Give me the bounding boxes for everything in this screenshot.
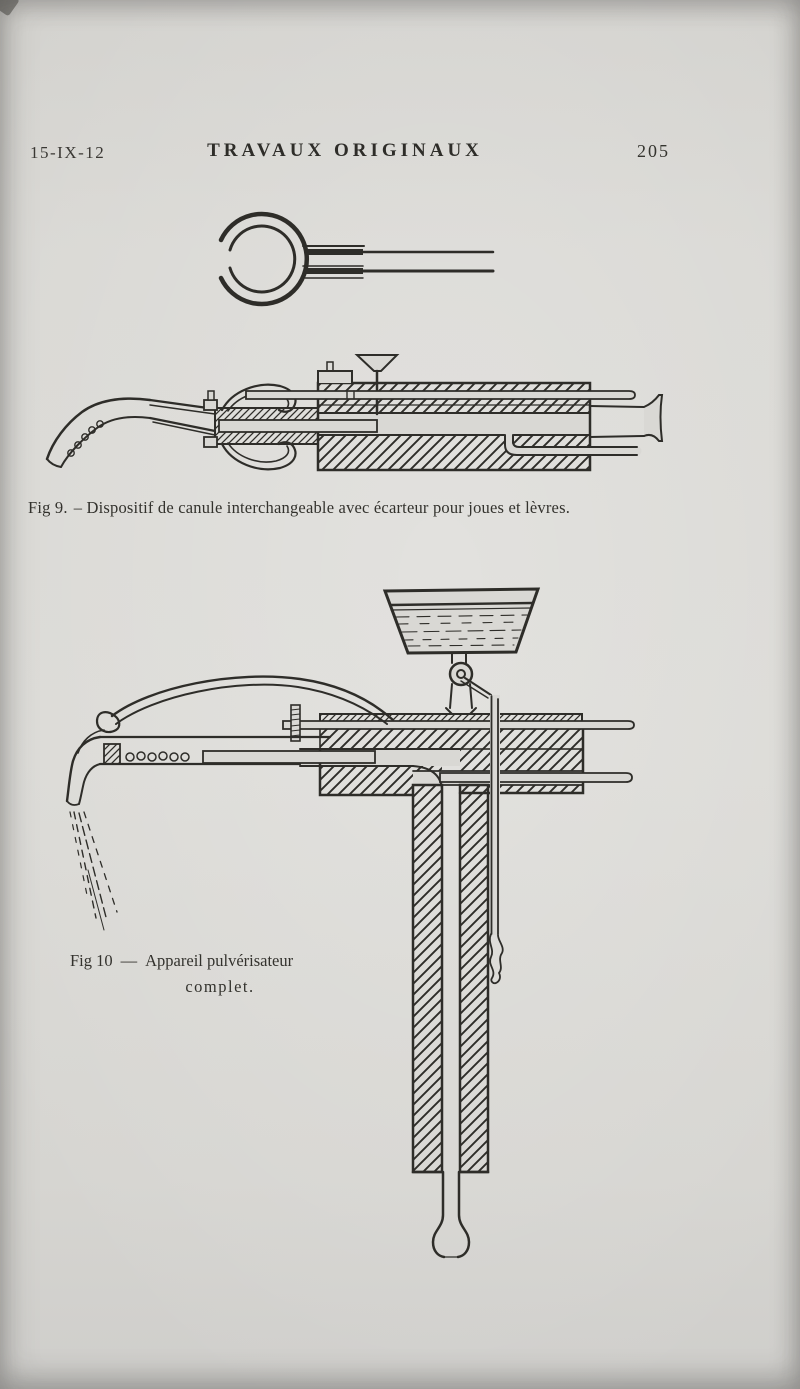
fig9-caption-text: – Dispositif de canule interchangeable avec écarteur pour joues et lèvres.	[73, 498, 571, 517]
column-right-wall	[460, 785, 488, 1172]
fig10-caption	[70, 948, 370, 999]
ring-retractor-figure	[221, 214, 493, 304]
fig10-drip-tube-bulb	[433, 1172, 469, 1257]
fig9-cannula-figure	[47, 355, 662, 470]
retractor-inner-ring	[230, 226, 295, 292]
fig9-mouthpiece-bell	[590, 395, 662, 441]
fig10-column	[413, 785, 488, 1172]
fig10-caption-line2: complet.	[185, 976, 255, 996]
issue-date: 15-IX-12	[30, 143, 106, 162]
fig10-lower-rod	[440, 773, 632, 782]
column-left-wall	[413, 785, 442, 1172]
fig10-top-rod	[283, 721, 634, 729]
fig10-atomizer-figure	[67, 589, 634, 1257]
fig10-caption-line1	[70, 948, 370, 974]
page-number: 205	[637, 141, 670, 161]
journal-title: TRAVAUX ORIGINAUX	[207, 140, 483, 161]
fig10-caption-text: Appareil pulvérisateur	[145, 951, 294, 970]
fig10-spray-nozzle	[67, 730, 104, 805]
fig9-inner-cannula	[219, 420, 377, 432]
fig9-caption	[28, 498, 708, 518]
fig9-caption-label: Fig 9.	[28, 498, 68, 517]
fig9-curved-nozzle	[47, 399, 215, 467]
barrel-spring-coils	[126, 752, 189, 761]
retractor-shanks	[303, 246, 493, 278]
fig10-stopcock	[446, 653, 476, 714]
fig10-reservoir-cup	[385, 589, 538, 653]
barrel-inner-tube	[203, 751, 375, 763]
fig10-clamp-screw	[291, 705, 300, 741]
fig10-caption-dash: —	[120, 951, 138, 970]
fig9-top-rod	[246, 391, 635, 399]
fig10-caption-label: Fig 10	[70, 951, 113, 970]
fig10-spray-mist	[70, 812, 117, 930]
